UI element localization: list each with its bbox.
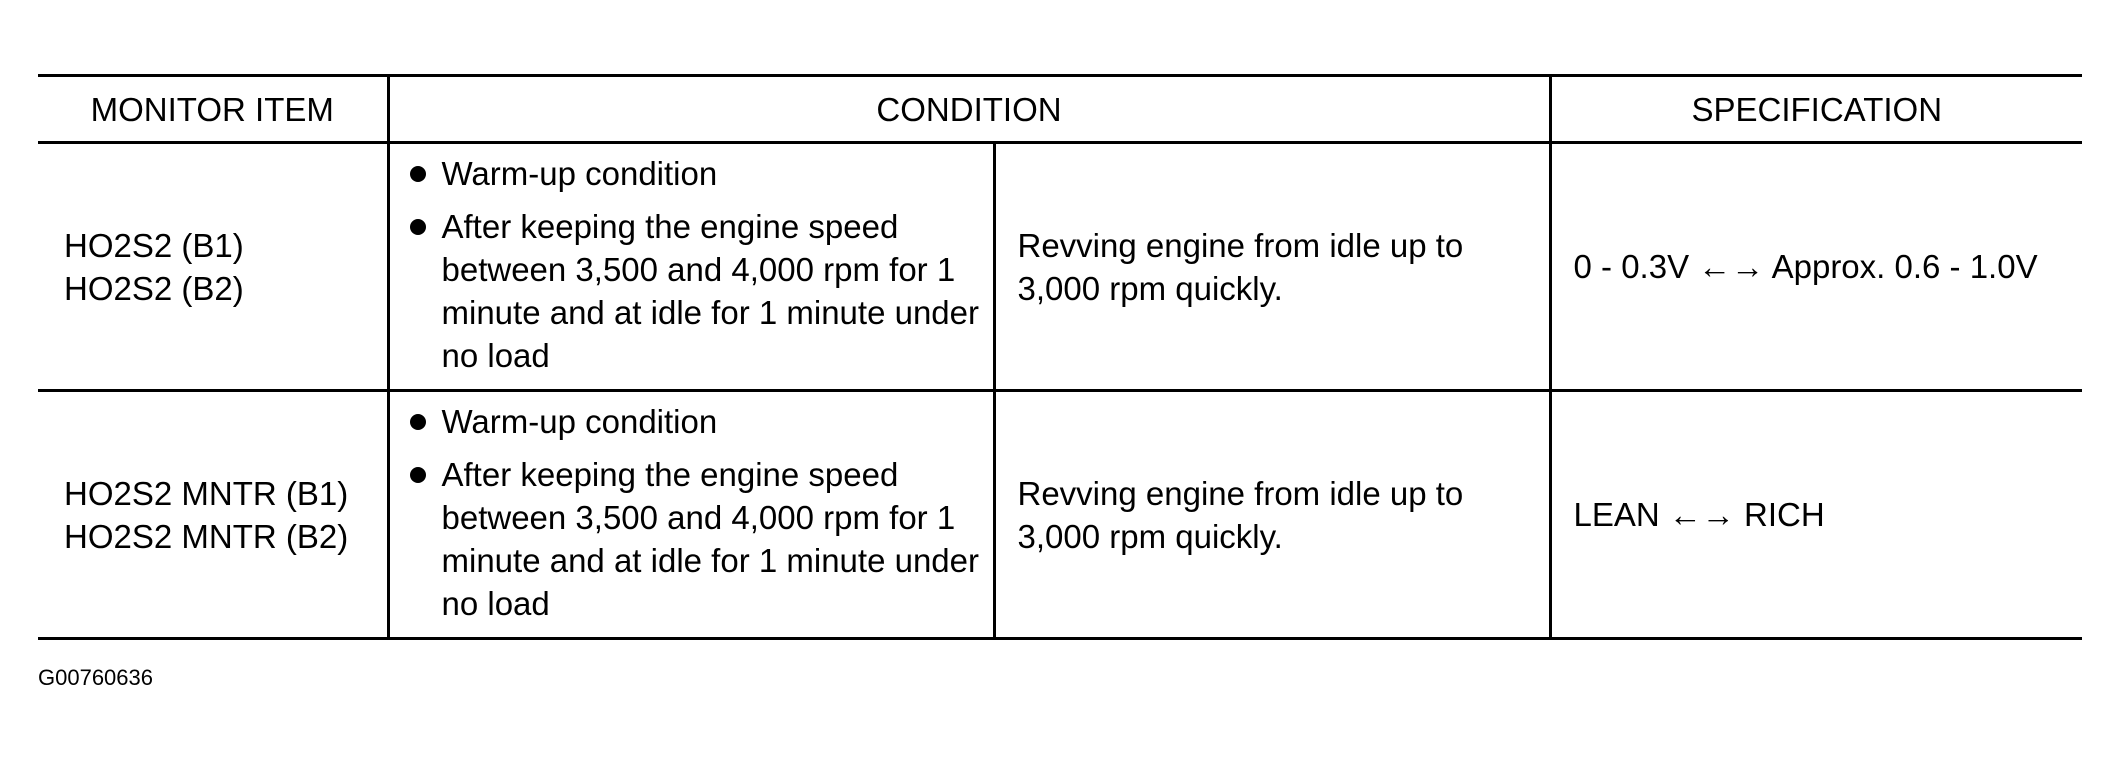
condition-item: After keeping the engine speed between 3,500 and 4,000 rpm for 1 minute and at idle for 1 minute under no load	[406, 453, 983, 625]
header-condition: CONDITION	[388, 76, 1550, 143]
condition-item: Warm-up condition	[406, 400, 983, 443]
figure-id: G00760636	[38, 665, 153, 690]
table-row	[38, 143, 2082, 391]
monitor-item-label: HO2S2 (B1)	[64, 226, 244, 264]
condition-list	[406, 152, 983, 377]
table-row	[38, 391, 2082, 639]
monitor-item-label: HO2S2 (B2)	[64, 269, 244, 307]
condition-item: Warm-up condition	[406, 152, 983, 195]
monitor-item-label: HO2S2 MNTR (B1)	[64, 474, 349, 512]
condition-item: After keeping the engine speed between 3,500 and 4,000 rpm for 1 minute and at idle for 1 minute under no load	[406, 205, 983, 377]
action-cell: Revving engine from idle up to 3,000 rpm quickly.	[994, 143, 1550, 391]
specification-cell: LEAN ←→ RICH	[1550, 391, 2082, 639]
condition-list	[406, 400, 983, 625]
monitor-item-cell	[38, 391, 388, 639]
condition-cell	[388, 391, 994, 639]
header-specification: SPECIFICATION	[1550, 76, 2082, 143]
monitor-item-cell	[38, 143, 388, 391]
header-row	[38, 76, 2082, 143]
action-cell: Revving engine from idle up to 3,000 rpm quickly.	[994, 391, 1550, 639]
spec-table	[38, 74, 2082, 640]
header-monitor-item: MONITOR ITEM	[38, 76, 388, 143]
condition-cell	[388, 143, 994, 391]
specification-cell: 0 - 0.3V ←→ Approx. 0.6 - 1.0V	[1550, 143, 2082, 391]
monitor-item-label: HO2S2 MNTR (B2)	[64, 517, 349, 555]
